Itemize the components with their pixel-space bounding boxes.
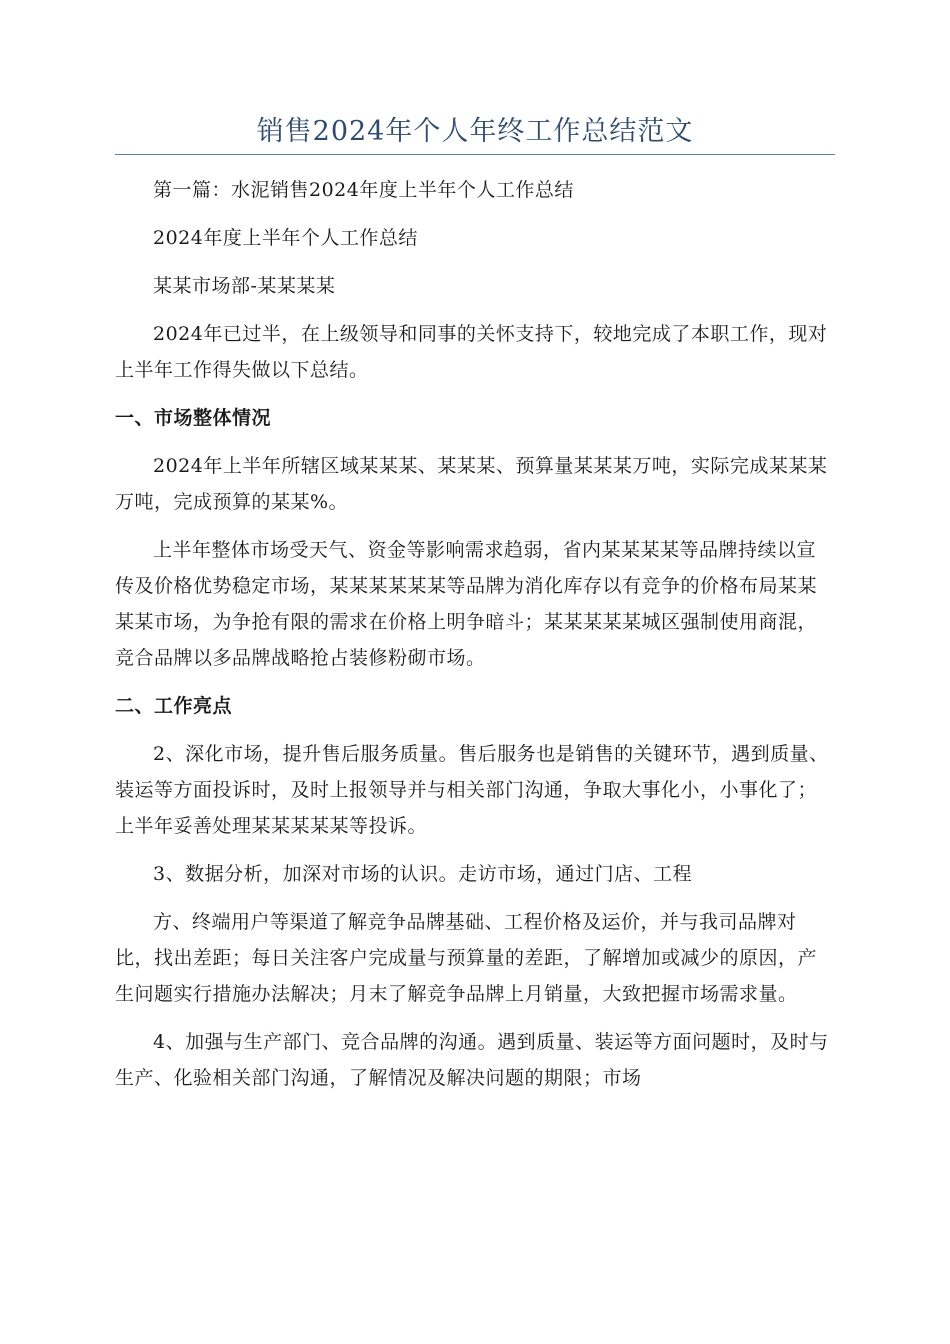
paragraph: 2024年已过半，在上级领导和同事的关怀支持下，较地完成了本职工作，现对上半年工作得失做以下总结。: [115, 323, 828, 381]
paragraph: 上半年整体市场受天气、资金等影响需求趋弱，省内某某某某等品牌持续以宣传及价格优势稳定市场，某某某某某某等品牌为消化库存以有竞争的价格布局某某某某市场，为争抢有限的需求在价格上明争暗斗；某某某某某城区强制使用商混，竞合品牌以多品牌战略抢占装修粉砌市场。: [115, 539, 818, 669]
title-underline: [115, 154, 835, 155]
document-body: [115, 172, 835, 1108]
paragraph: 4、加强与生产部门、竞合品牌的沟通。遇到质量、装运等方面问题时，及时与生产、化验相关部门沟通，了解情况及解决问题的期限；市场: [115, 1031, 829, 1089]
paragraph: 3、数据分析，加深对市场的认识。走访市场，通过门店、工程: [153, 863, 693, 885]
section-heading: 一、市场整体情况: [115, 407, 272, 429]
paragraph: 2024年度上半年个人工作总结: [153, 227, 418, 249]
document-title: 销售2024年个人年终工作总结范文: [256, 116, 694, 147]
paragraph: 2024年上半年所辖区域某某某、某某某、预算量某某某万吨，实际完成某某某万吨，完成预算的某某%。: [115, 455, 828, 513]
paragraph: 2、深化市场，提升售后服务质量。售后服务也是销售的关键环节，遇到质量、装运等方面投诉时，及时上报领导并与相关部门沟通，争取大事化小，小事化了；上半年妥善处理某某某某某等投诉。: [115, 743, 829, 837]
paragraph: 方、终端用户等渠道了解竞争品牌基础、工程价格及运价，并与我司品牌对比，找出差距；每日关注客户完成量与预算量的差距，了解增加或减少的原因，产生问题实行措施办法解决；月末了解竞争品牌上月销量，大致把握市场需求量。: [115, 911, 818, 1005]
paragraph: 第一篇：水泥销售2024年度上半年个人工作总结: [153, 179, 574, 201]
paragraph: 某某市场部-某某某某: [153, 275, 336, 297]
section-heading: 二、工作亮点: [115, 695, 233, 717]
